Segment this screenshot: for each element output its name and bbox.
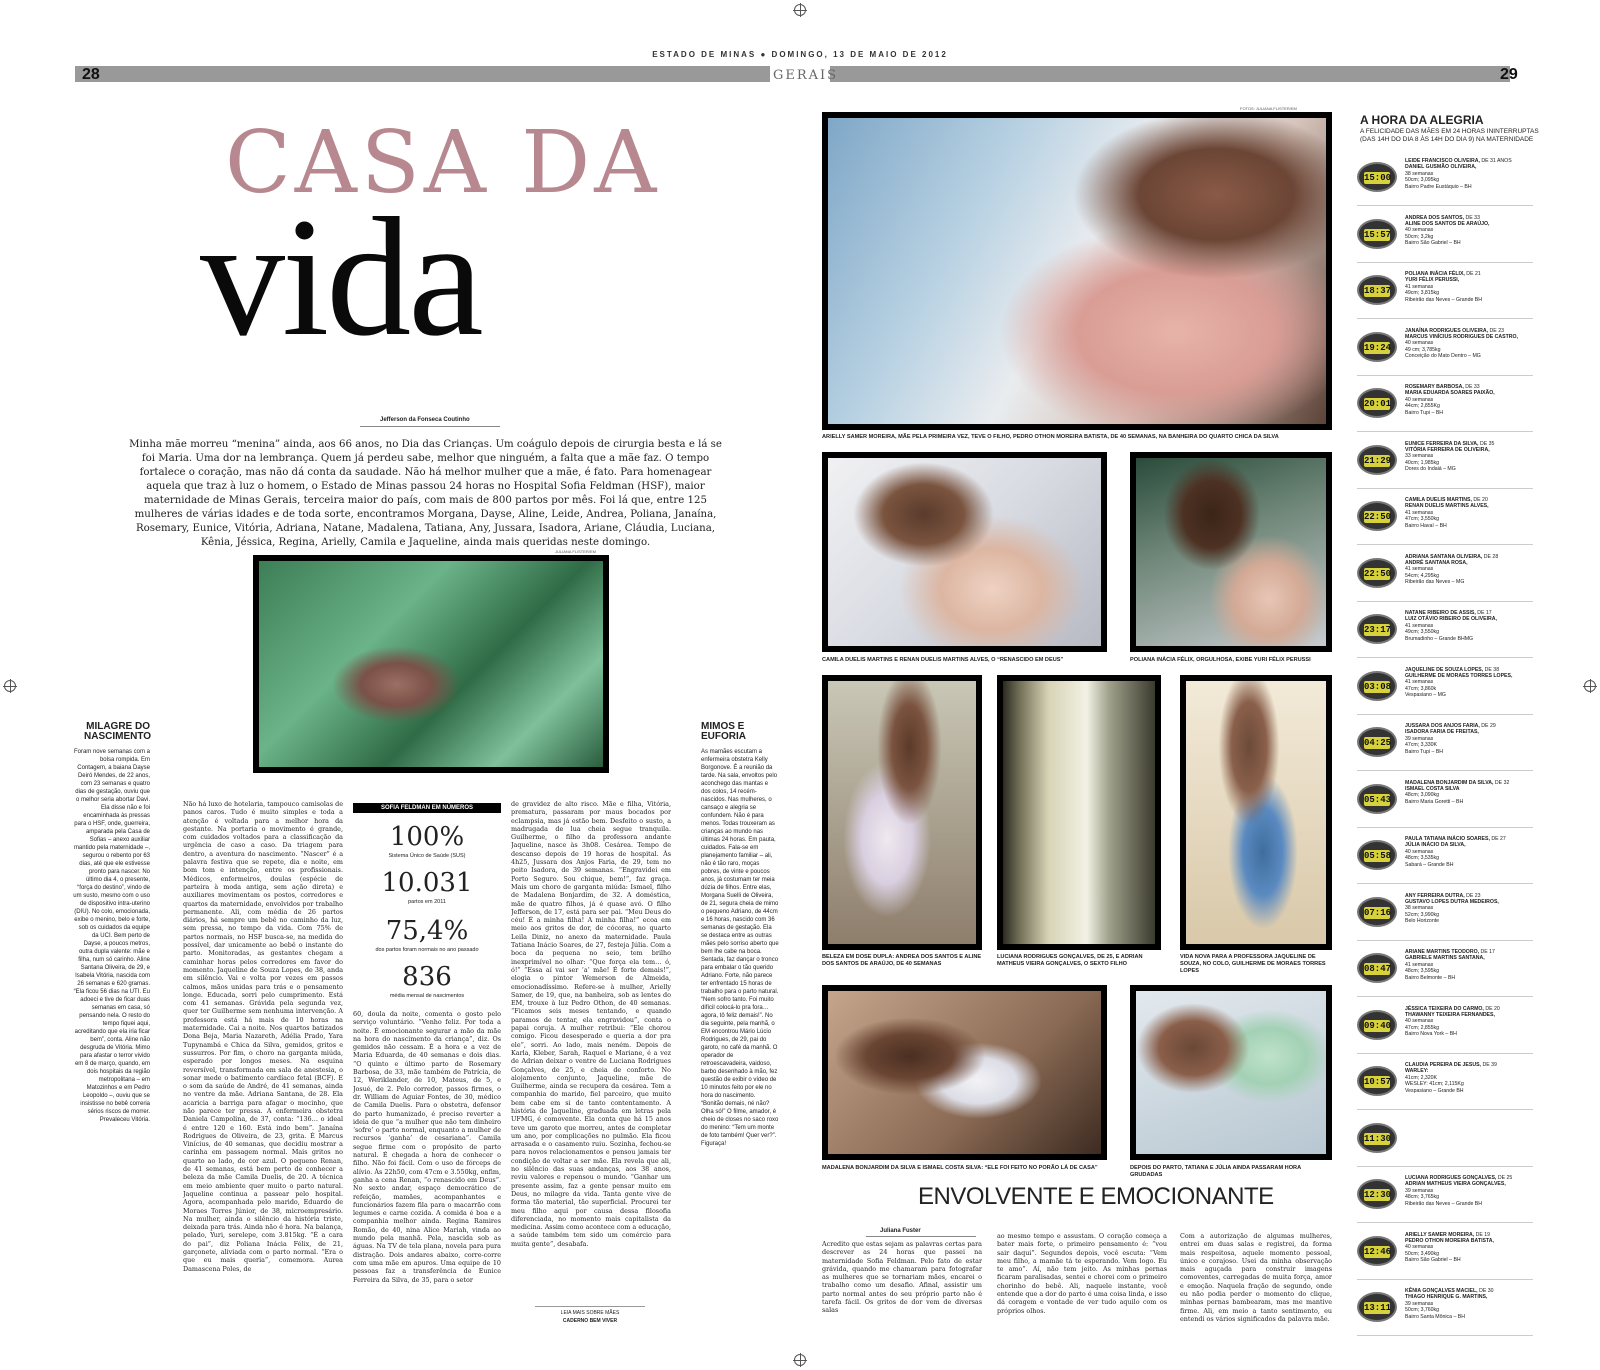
stat-value-4: 836 [402,962,452,992]
timeline-baby: DANIEL GUSMÃO OLIVEIRA, [1405,164,1477,171]
timeline-entry [1357,891,1533,941]
article-column-3: de gravidez de alto risco. Mãe e filha, Vitória, prematura, passaram por maus bocados por eclampsia, mas já estão bem. Desfeito o susto, a madrugada de lua cheia segue tranquila. Guilherme, o filho da professora andante Jaqueline, nasce às 3h08. Cesárea. Tempo de descanso depois de 19 horas de hospital. Às 4h25, Jussara dos Anjos Faria, de 29, tem no peito Isadora, de 39 semanas. “Engravidei em Porto Seguro. Sou chique, bem!”, faz graça. Mais um choro de garganta miúda: Ismael, filho de Madalena Bonjardim, de 32. A doméstica, mãe de quatro filhos, já é quase avó. O filho Jefferson, de 17, está para ser pai. “Meu Deus do céu! É a minha filha! A minha filha!” ecoa em meio aos gritos de dor, de cócoras, no quarto Leila Diniz, no anexo da maternidade. Paula Tatiana Inácio Soares, de 27, festeja Júlia. Com a boca da pequena no seio, tem brilho inexprimível no olhar: “Que força ela tem… ó, ó!” “Essa aí vai ser ‘a’ mãe! É forte demais!”, elogia o pintor Wemerson de Almeida, emocionadíssimo. Refere-se à mulher, Arielly Samer, de 19, que, na banheira, sob as lentes do EM, trouxe à luz Pedro Othon, de 40 semanas. “Ficamos seis meses tentando, e quando paramos de tentar, ela engravidou”, conta o papai coruja. A mulher retribui: “Ele chorou comigo. Ficou desesperado e queria a dor pra ele”, sorri. Ao lado, mais neném. Depois de Karla, Kleber, Sarah, Raquel e Mariane, é a vez de Adrian deixar o ventre de Luciana Rodrigues Gonçalves, de 25, e cheia de conforto. No alojamento conjunto, Jaqueline, mãe de Guilherme, ainda se recupera da cesárea. Tem a companhia do marido, fiel parceiro, que muito bem cabe em si de tanto contentamento. A história de Jaqueline, graduada em letras pela UFMG, é comovente. Ela conta que há 15 anos teve um garoto que morreu, antes de completar um ano, por complicações no pulmão. Ela ficou arrasada e o casamento ruiu. Sozinha, fechou-se para novos relacionamentos e pensou jamais ter condição de voltar a ser mãe. Ela revela que ali, no silêncio das suas andanças, aos 38 anos, reviu valores e repensou o mundo. “Ganhar um presente assim, faz a gente pensar muito em Deus, no milagre da vida. Tanta gente vive de forma tão material, tão superficial. Procurei ter meu filho aqui por causa dessa filosofia diferenciada, no momento mais capitalista da medicina. Assim como acontece com a educação, a saúde também tem sido um comércio para muita gente”, desabafa. [511,800,671,1248]
timeline-size: 47cm; 3,550kg [1405,516,1440,523]
timeline-entry [1357,439,1533,489]
timeline-mother: JÉSSICA TEIXEIRA DO CARMO, [1405,1005,1484,1012]
timeline-time: 12:46 [1364,1246,1392,1257]
timeline-age: DE 20 [1483,1005,1500,1012]
timeline-time: 08:47 [1364,964,1392,974]
caption-jaqueline: VIDA NOVA PARA A PROFESSORA JAQUELINE DE SOUZA, NO COLO, GUILHERME DE MORAES TORRES LOPES [1180,954,1326,974]
timeline-size: 54cm; 4,295kg [1405,572,1440,579]
clock-icon [1357,614,1397,644]
timeline-entry [1357,1004,1533,1054]
timeline-size: 50cm; 3,760kg [1405,1307,1440,1314]
timeline-baby: WARLEY: [1405,1068,1429,1075]
timeline-age: DE 27 [1489,836,1506,842]
timeline-entry [1357,552,1533,602]
stat-label-4: média mensal de nascimentos [389,993,465,999]
stats-box-title: SOFIA FELDMAN EM NÚMEROS [353,803,501,813]
clock-icon [1357,671,1397,701]
timeline-details [1405,836,1533,868]
timeline-mother: ARIANE MARTINS TEODORO, [1405,949,1480,955]
timeline-details [1405,497,1533,529]
timeline-age: DE 19 [1474,1231,1491,1238]
timeline-mother: ADRIANA SANTANA OLIVEIRA, [1405,553,1483,560]
timeline-details [1405,271,1533,303]
timeline-details [1405,1288,1533,1320]
timeline-time: 04:25 [1364,738,1392,748]
timeline-place: Bairro São Gabriel – BH [1405,240,1461,247]
timeline-size: 48cm; 3,090kg [1405,792,1440,799]
timeline-weeks: 41 semanas [1405,566,1434,573]
timeline-weeks: 40 semanas [1405,340,1434,347]
timeline-age: DE 17 [1475,610,1492,616]
timeline-place: Bairro Tupi – BH [1405,409,1444,416]
timeline-baby: VITÓRIA FERREIRA DE OLIVEIRA, [1405,446,1490,453]
timeline-place: Vespasiano – Grande BH [1405,1087,1464,1094]
timeline-entry [1357,326,1533,376]
photo-madalena-ismael [822,985,1107,1160]
essay-column-1: Acredito que estas sejam as palavras certas para descrever as 24 horas que passei na maternidade Sofia Feldman. Pelo fato de estar grávida, quando me chamaram para fotografar as mulheres que se tornariam mães, encarei o trabalho como um desafio. Afinal, assistir um parto normal antes do seu próprio parto não é tarefa fácil. Os gritos de dor vem de diversas salas [822,1240,982,1315]
timeline-weeks: 39 semanas [1405,1187,1434,1194]
clock-icon [1357,275,1397,305]
essay-column-3: Com a autorização de algumas mulheres, entrei em duas salas e registrei, da forma mais respeitosa, aquele momento pessoal, único e corajoso. Usei da minha observação mais aguçada para construir imagens comoventes, carregadas de muita força, amor e emoção. Naquela fração de segundo, onde eu não podia perder o momento do clique, minhas pernas bambearam, mas me mantive firme. Ali, em meio a tanto sentimento, eu entendi os vários significados da palavra mãe. [1180,1232,1332,1323]
timeline-mother: PAULA TATIANA INÁCIO SOARES, [1405,836,1490,842]
clock-icon [1357,219,1397,249]
timeline-details [1405,949,1533,981]
caption-camila: CAMILA DUELIS MARTINS E RENAN DUELIS MARTINS ALVES, O “RENASCIDO EM DEUS” [822,657,1064,663]
clock-icon [1357,953,1397,983]
timeline-details [1405,610,1533,642]
timeline-details [1405,384,1533,416]
page-bar-right [830,66,1510,82]
timeline-weeks: 39 semanas [1405,735,1434,742]
timeline-mother: JAQUELINE DE SOUZA LOPES, [1405,666,1484,673]
timeline-mother: EUNICE FERREIRA DA SILVA, [1405,440,1479,447]
timeline-weeks: 41 semanas [1405,679,1434,686]
registration-mark-left [4,680,16,692]
photo-baby-foot [253,555,609,773]
timeline-time: 05:58 [1364,851,1392,861]
timeline-age: DE 30 [1477,1288,1494,1294]
photographer-byline-rule [866,1236,976,1237]
timeline-baby: JÚLIA INÁCIO DA SILVA, [1405,842,1466,849]
timeline-size: WESLEY: 41cm; 2,115Kg [1405,1081,1464,1088]
timeline-age: DE 29 [1479,723,1496,729]
timeline-place: Bairro Santa Mônica – BH [1405,1313,1465,1320]
timeline-entry [1357,382,1533,432]
timeline-baby: THAWANNY TEIXEIRA FERNANDES, [1405,1011,1495,1018]
timeline-place: Bairro São Gabriel – BH [1405,1257,1461,1264]
timeline-weeks: 41 semanas [1405,509,1434,516]
timeline-mother: KÊNIA GONÇALVES MACIEL, [1405,1288,1478,1294]
timeline-baby: RENAN DUELIS MARTINS ALVES, [1405,503,1489,510]
timeline-place: Bairro Havaí – BH [1405,522,1447,529]
timeline-time: 03:08 [1364,681,1392,692]
leia-mais-line2: CADERNO BEM VIVER [562,1318,618,1324]
timeline-details [1405,1006,1533,1038]
caption-luciana: LUCIANA RODRIGUES GONÇALVES, DE 25, E ADRIAN MATHEUS VIEIRA GONÇALVES, O SEXTO FILHO [997,954,1143,967]
timeline-entry [1357,778,1533,828]
timeline-place: Conceição do Mato Dentro – MG [1405,353,1481,360]
timeline-size: 47cm; 3,860k [1405,685,1437,692]
clock-icon [1357,1236,1397,1266]
timeline-place: Sabará – Grande BH [1405,861,1454,868]
photo-credit-foot: JULIANA FLISTER/EM [555,549,596,554]
timeline-baby: LUIZ OTÁVIO RIBEIRO DE OLIVEIRA, [1405,616,1497,623]
clock-icon [1357,1179,1397,1209]
timeline-baby: GABRIELE MARTINS SANTANA, [1405,955,1485,962]
timeline-time: 20:01 [1364,399,1392,409]
timeline-age: DE 25 [1496,1175,1513,1181]
clock-icon [1357,501,1397,531]
sidebar-left-text: Foram nove semanas com a bolsa rompida. Em Contagem, a baiana Dayse Deiró Mendes, de 22 anos, com 23 semanas e quatro dias de gestação, ouviu que o melhor seria abortar Davi. Ela disse não e foi encaminhada às pressas para o HSF, onde, guerreira, amparada pela Casa de Sofias – anexo auxiliar mantido pela maternidade –, segurou o rebento por 63 dias, até que ele estivesse pronto para nascer. No último dia 4, o presente, “força do destino”, vindo de um susto, mesmo com o uso de dispositivo intra-uterino (DIU). No colo, emocionada, exibe o menino, belo e forte, sob os cuidados da equipe da UCI. Bem perto de Dayse, a poucos metros, outra dupla valente: mãe e filha, num só carinho. Aline Santana Oliveira, de 29, e Isabela Vitória, nascida com 26 semanas e 620 gramas. “Ela ficou 56 dias na UTI. Eu adoeci e tive de ficar duas semanas em casa, só pensando nela. O resto do tempo fiquei aqui, acreditando que ela iria ficar bem”, conta. Aline não desgruda de Vitória. Mimo para afastar o terror vivido em 8 de março, quando, em dois hospitais da região metropolitana – em Matozinhos e em Pedro Leopoldo –, ouviu que se insistisse no bebê correria sérios riscos de morrer. Prevaleceu Vitória. [73,749,150,1123]
sidebar-left-title: MILAGRE DO NASCIMENTO [84,721,152,742]
leia-mais-line1: LEIA MAIS SOBRE MÃES [560,1310,620,1316]
timeline-mother: MADALENA BONJARDIM DA SILVA, [1405,779,1494,786]
timeline-size: 50cm; 3,095kg [1405,177,1440,184]
timeline-age: DE 20 [1471,497,1488,503]
byline-rule [360,426,500,427]
stat-label-2: partos em 2011 [408,899,446,905]
clock-icon [1357,1066,1397,1096]
timeline-weeks: 39 semanas [1405,1300,1434,1307]
timeline-baby: ALINE DOS SANTOS DE ARAÚJO, [1405,220,1490,227]
caption-madalena: MADALENA BONJARDIM DA SILVA E ISMAEL COSTA SILVA: “ELE FOI FEITO NO PORÃO LÁ DE CASA” [822,1165,1098,1171]
timeline-time: 19:24 [1364,342,1392,353]
stat-value-1: 100% [389,822,465,852]
page-bar-left [75,66,770,82]
article-column-2: 60, doula da noite, comenta o gosto pelo serviço voluntário. “Venho feliz. Por toda a noite. É emocionante segurar a mão da mãe na hora do nascimento da criança”, diz. Os gemidos não cessam. É a hora e a vez de Maria Eduarda, de 40 semanas e dois dias. “O quinto e último parto de Rosemary Barbosa, de 33, mãe também de Patrícia, de 12, Weriklander, de 10, Mateus, de 5, e Josué, de 2. Pelo corredor, passos firmes, o dr. William de Aguiar Fontes, de 30, médico de Camila Duelis. Para o obstetra, defensor do parto humanizado, é preciso reverter a ideia de que “a mulher que não tem dinheiro ‘sofre’ o parto normal, enquanto a mulher de recursos ‘ganha’ de cesariana”. Camila segue firme com o propósito de parto natural. É chegada a hora de conhecer o filho. Não foi fácil. Com o uso de fórceps de alívio. Às 22h50, com 47cm e 3.550kg, enfim, ganha a cena Renan, “o renascido em Deus”. No sexto andar, espaço democrático de refeição, mamães, acompanhantes e funcionários fazem fila para o macarrão com legumes e carne cozida. A comida é boa e a companhia melhor ainda. Regina Ramires Romão, de 40, nina Alice Mariah, vinda ao mundo pela manhã. Pela, nascida sob as águas. Na TV de tela plana, novela para pura distração. Dois andares abaixo, corre-corre com uma mãe em apuros. Uma equipe de 10 pessoas faz a transferência de Eunice Ferreira da Silva, de 35, para o setor [353,1010,501,1284]
timeline-time: 09:40 [1364,1020,1392,1031]
timeline-weeks: 40 semanas [1405,848,1434,855]
timeline-details [1405,158,1533,190]
timeline-weeks: 41 semanas [1405,961,1434,968]
clock-icon [1357,840,1397,870]
timeline-weeks: 38 semanas [1405,170,1434,177]
timeline-baby: MARCUS VINÍCIUS RODRIGUES DE CASTRO, [1405,333,1518,340]
timeline-details [1405,1062,1533,1094]
stat-value-2: 10.031 [381,868,473,898]
photo-camila-renan [822,452,1107,652]
timeline-mother: ANY FERREIRA DUTRA, [1405,892,1465,899]
timeline-mother: LUCIANA RODRIGUES GONÇALVES, [1405,1175,1497,1181]
timeline-place: Vespasiano – MG [1405,692,1446,699]
leia-mais-rule [535,1306,645,1307]
timeline-size: 48cm; 3,765kg [1405,1194,1440,1201]
timeline-baby: ISADORA FARIA DE FREITAS, [1405,729,1479,736]
headline-line1: CASA DA [225,113,661,213]
timeline-weeks: 40 semanas [1405,227,1434,234]
timeline-age: DE 31 ANOS [1479,158,1512,164]
timeline-baby: PEDRO OTHON MOREIRA BATISTA, [1405,1237,1494,1244]
timeline-age: DE 39 [1481,1062,1497,1068]
intro-paragraph: Minha mãe morreu “menina” ainda, aos 66 anos, no Dia das Crianças. Um coágulo depois de cirurgia besta e lá se foi Maria. Uma dor na lembrança. Quem já perdeu sabe, melhor que ninguém, a falta que a mãe faz. O tempo fortalece o coração, mas não dá conta da saudade. Não há melhor mulher que a mãe, é fato. Para homenagear aquela que traz à luz o homem, o Estado de Minas passou 24 horas no Hospital Sofia Feldman (HSF), maior maternidade de Minas Gerais, terceira maior do país, com mais de 800 partos por mês. Foi lá que, entre 125 mulheres de várias idades e de toda sorte, encontramos Morgana, Dayse, Aline, Leide, Andrea, Poliana, Janaína, Rosemary, Eunice, Vitória, Adriana, Natane, Madalena, Tatiana, Any, Jussara, Isadora, Ariane, Cláudia, Luciana, Kênia, Jéssica, Regina, Arielly, Camila e Jaqueline, ainda mais queridas neste domingo. [129,439,722,548]
timeline-weeks: 40 semanas [1405,1018,1434,1025]
timeline-details [1405,215,1533,247]
photo-poliana-yuri [1130,452,1332,652]
timeline-weeks: 38 semanas [1405,905,1434,912]
timeline-entry [1357,156,1533,206]
stat-label-1: Sistema Único de Saúde (SUS) [388,853,466,859]
timeline-age: DE 32 [1493,779,1510,786]
clock-icon [1357,1123,1397,1153]
photo-jaqueline-guilherme [1180,675,1332,950]
byline: Jefferson da Fonseca Coutinho [380,417,470,423]
timeline-details [1405,554,1533,586]
photo-luciana-adrian [997,675,1161,950]
timeline-details [1405,441,1533,473]
timeline-age: DE 33 [1464,214,1480,221]
clock-icon [1357,388,1397,418]
timeline-size: 40cm; 1,985kg [1405,459,1440,466]
timeline-entry [1357,665,1533,715]
timeline-size: 47cm; 3,330K [1405,742,1438,749]
headline-line2: vida [200,183,481,371]
timeline-details [1405,893,1533,925]
timeline-mother: ARIELLY SAMER MOREIRA, [1405,1231,1475,1238]
timeline-baby: ADRIAN MATHEUS VIEIRA GONÇALVES, [1405,1181,1506,1188]
timeline-entry [1357,721,1533,771]
timeline-time: 18:37 [1364,286,1392,296]
masthead: ESTADO DE MINAS ● DOMINGO, 13 DE MAIO DE 2012 [652,50,948,59]
clock-icon [1357,897,1397,927]
timeline-baby: GUSTAVO LOPES DUTRA MEDEIROS, [1405,898,1499,905]
timeline-time: 10:57 [1364,1077,1392,1087]
timeline-mother: NATANE RIBEIRO DE ASSIS, [1405,610,1476,616]
timeline-size: 48cm; 3,595kg [1405,968,1440,975]
timeline-entry [1357,213,1533,263]
timeline-time: 23:17 [1364,625,1392,635]
photographer-essay-title: ENVOLVENTE E EMOCIONANTE [918,1183,1274,1210]
registration-mark-bottom [794,1354,806,1366]
page-number-left: 28 [82,66,100,83]
stat-value-3: 75,4% [385,916,469,946]
photographer-byline: Juliana Fuster [880,1228,921,1234]
timeline-mother: JUSSARA DOS ANJOS FARIA, [1405,723,1480,729]
clock-icon [1357,445,1397,475]
timeline-age: DE 28 [1482,553,1499,560]
timeline-place: Bairro Maria Goretti – BH [1405,798,1464,805]
timeline-weeks: 40 semanas [1405,1244,1434,1251]
timeline-details [1405,1232,1533,1264]
section-label: GERAIS [773,68,839,83]
timeline-age: DE 21 [1464,271,1481,277]
clock-icon [1357,1292,1397,1322]
clock-icon [1357,558,1397,588]
timeline-time: 22:50 [1364,568,1392,579]
timeline-time: 15:00 [1364,173,1392,183]
caption-poliana: POLIANA INÁCIA FÉLIX, ORGULHOSA, EXIBE YURI FÉLIX PERUSSI [1130,657,1311,663]
timeline-weeks: 41 semanas [1405,283,1434,290]
timeline-details [1405,667,1533,699]
timeline-place: Bairro Padre Eustáquio – BH [1405,183,1472,190]
timeline-time: 22:50 [1364,512,1392,522]
timeline-size: 49 cm; 3,785kg [1405,346,1441,353]
sidebar-mid-title: MIMOS E EUFORIA [701,721,746,742]
timeline-time: 11:30 [1364,1133,1392,1144]
timeline-size: 44cm; 2,855Kg [1405,403,1440,410]
clock-icon [1357,784,1397,814]
timeline-place: Belo Horizonte [1405,918,1440,925]
timeline-entry [1357,1230,1533,1280]
timeline-age: DE 23 [1464,892,1481,899]
timeline-mother: CAMILA DUELIS MARTINS, [1405,497,1472,503]
caption-tatiana: DEPOIS DO PARTO, TATIANA E JÚLIA AINDA PASSARAM HORA GRUDADAS [1130,1165,1301,1178]
clock-icon [1357,162,1397,192]
timeline-size: 50cm; 3,2kg [1405,233,1434,240]
timeline-subtitle: A FELICIDADE DAS MÃES EM 24 HORAS ININTERRUPTAS (DAS 14H DO DIA 8 ÀS 14H DO DIA 9) NA MATERNIDADE [1360,128,1539,143]
timeline-place: Bairro Tupi – BH [1405,748,1444,755]
clock-icon [1357,727,1397,757]
clock-icon [1357,1010,1397,1040]
timeline-entry [1357,947,1533,997]
timeline-time: 15:57 [1364,229,1392,240]
timeline-mother: ROSEMARY BARBOSA, [1405,384,1464,390]
timeline-baby: THIAGO HENRIQUE G. MARTINS, [1405,1294,1488,1301]
timeline-baby: ANDRÉ SANTANA ROSA, [1405,559,1468,566]
timeline-weeks: 41cm; 2,320K [1405,1074,1438,1081]
timeline-entry [1357,1286,1533,1336]
timeline-size: 50cm; 3,490kg [1405,1250,1440,1257]
timeline-weeks: 40 semanas [1405,396,1434,403]
timeline-size: 47cm; 2,855kg [1405,1024,1440,1031]
timeline-place: Bairro Nova York – BH [1405,1031,1457,1038]
timeline-time: 05:43 [1364,794,1392,805]
timeline-entry [1357,269,1533,319]
timeline-age: DE 17 [1479,949,1495,955]
timeline-details [1405,723,1533,755]
photo-andrea-aline [822,675,982,950]
timeline-baby: GUILHERME DE MORAES TORRES LOPES, [1405,672,1513,679]
timeline-entry [1357,1060,1533,1110]
photo-credit-main: FOTOS: JULIANA FLISTER/EM [1240,106,1297,111]
timeline-age: DE 38 [1483,666,1500,673]
timeline-age: DE 23 [1488,327,1504,334]
timeline-entry [1357,834,1533,884]
timeline-place: Ribeirão das Neves – MG [1405,579,1465,586]
timeline-size: 49cm; 3,550kg [1405,629,1440,636]
timeline-weeks: 41 semanas [1405,622,1434,629]
timeline-mother: LEIDE FRANCISCO OLIVEIRA, [1405,158,1480,164]
timeline-size: 48cm; 3,535kg [1405,855,1440,862]
essay-column-2: ao mesmo tempo e assustam. O coração começa a bater mais forte, o primeiro pensamento é: “vou sair daqui”. Segundos depois, você escuta: “Vem meu filho, a mamãe tá te esperando. Vem logo. Eu te amo”. Aí, não tem jeito. As minhas pernas ficaram paralisadas, sentei e chorei com o primeiro chorinho do bebê. Ali, naquele instante, você entende que a dor do parto é uma coisa linda, e isso dá coragem e vontade de ver tudo aquilo com os próprios olhos. [997,1232,1167,1315]
stat-label-3: dos partos foram normais no ano passado [375,947,479,953]
timeline-place: Ribeirão das Neves – Grande BH [1405,1200,1482,1207]
timeline-time: 07:16 [1364,907,1392,918]
clock-icon [1357,332,1397,362]
timeline-details [1405,328,1533,360]
timeline-place: Brumadinho – Grande BHMG [1405,635,1474,642]
timeline-mother: JANAÍNA RODRIGUES OLIVEIRA, [1405,327,1489,334]
timeline-time: 13:11 [1364,1303,1392,1313]
timeline-age: DE 35 [1478,440,1495,447]
article-column-1: Não há luxo de hotelaria, tampouco camisolas de panos caros. Tudo é muito simples e toda a atenção é voltada para a melhor hora da gestante. Na portaria o movimento é grande, com cuidados voltados para a classificação da urgência de caso a caso. Da triagem para dentro, a aventura do nascimento. “Nascer” é a palavra festiva que se repete, dia e noite, em bom tom e intenção, entre os profissionais. Médicos, enfermeiros, doulas (espécie de parteira à moda antiga, sem ação direta) e auxiliares movimentam os postos, corredores e quartos da maternidade, envolvidos por trabalho permanente. Ali, com média de 26 partos diários, há sempre um bebê no caminho da luz, sem pressa, no tempo da vida. Com 75% de partos normais, no HSF busca-se, na medida do possível, dar unicamente ao bebê o instante do parto. Monitoradas, as gestantes chegam a caminhar horas pelos corredores em favor do momento. Jaqueline de Souza Lopes, de 38, anda em silêncio. Vai e volta por vezes em passos calmos, mãos unidas para trás e o pensamento longe. Educada, sorri pelo cumprimento. Está com 41 semanas. Grávida pela segunda vez, quer ter Guilherme sem nenhuma intervenção. A professora está há mais de 10 horas na maternidade. Cai a noite. Nos quartos batizados Dona Beja, Maria Nazareth, Adélia Prado, Yara Tupynambá e Chica da Silva, gemidos, gritos e sussurros. Por fim, o choro na garganta miúda, esperado por longos meses. Na esquina reversível, transformada em sala de anestesia, o sonar mede o batimento cardíaco fetal (BCF). E o som da saúde de André, de 41 semanas, ainda no ventre da mãe. Adriana Santana, de 28. Ela acaricia a barriga para afagar o mocinho, que não parece ter pressa. A enfermeira obstetra Daniela Campolina, de 37, conta: “136… o ideal é entre 120 e 160. Está indo bem”. Janaína Rodrigues de Oliveira, de 23, grita. É Marcus Vinícius, de 40 semanas, que decidiu mostrar a carinha em passagem normal. Mais gritos no quarto ao lado, de cor azul. O pequeno Renan, de 41 semanas, está bem perto de conhecer a beleza da mãe Camila Duelis, de 20. A técnica em meio ambiente quer muito o parto natural. Jaqueline continua a passear pelo hospital. Agora, acompanhada pelo marido, Eduardo de Moraes Torres Júnior, de 38, microempresário. Na mulher, ainda o silêncio da história triste, deixada para trás. Ainda não é hora. Na balança, pelado, Yuri, serelepe, com 3.815kg. “É a cara do pai”, diz Poliana Inácia Félix, de 21, garçonete, aliviada com o parto normal. “Era o que eu mais queria”, comemora. Aurea Damascena Poles, de [183,800,343,1273]
photo-tatiana-julia [1130,985,1332,1160]
registration-mark-top [794,4,806,16]
sidebar-mid-text: As mamães escutam a enfermeira obstetra Kelly Borgonove. É a reunião da tarde. Na sala, envoltos pelo aconchego das mantas e dos colos, 14 recém-nascidos. Nas mulheres, o cansaço e alegria se confundem. Não é para menos. Todas trouxeram as crianças ao mundo nas últimas 24 horas. Em pauta, cuidados. Fala-se em planejamento familiar – ali, não é tão raro, moças pobres, de vinte e poucos anos, já costumam ter meia dúzia de filhos. Entre elas, Morgana Suelli de Oliveira, de 21, segura cheia de mimo o pequeno Adriano, de 44cm e 16 horas, nascido com 36 semanas de gestação. Ela se destaca entre as outras mães pelo sorriso aberto que bem lhe cabe na boca. Sentada, faz dançar o tronco para embalar o tão querido Adriano. Forte, não parece ter enfrentado 15 horas de trabalho para o parto natural. “Nem sofro tanto. Foi muito difícil colocá-lo pra fora… agora, tô feliz demais!”. No dia seguinte, pela manhã, o EM encontrou Mário Lúcio Rodrigues, de 29, pai do garoto, no café da manhã. O operador de retroescavadeira, vaidoso, barbo desenhado à mão, fez questão de exibir o vídeo de 10 minutos feito por ele no hora do nascimento. “Bonitão demais, né não? Olha só!” O filme, amador, é cheio de closes no saco roxo do menino: “Tem um monte de foto também! Quer ver?”. Figuraça! [701,749,779,1147]
timeline-details [1405,780,1533,806]
page-number-right: 29 [1500,66,1518,83]
timeline-time: 12:30 [1364,1190,1392,1200]
timeline-time: 21:29 [1364,455,1392,466]
photo-arielly-birth [822,112,1332,430]
timeline-entry [1357,608,1533,658]
timeline-mother: ANDREA DOS SANTOS, [1405,214,1465,221]
timeline-size: 49cm; 3,815kg [1405,290,1440,297]
timeline-entry [1357,495,1533,545]
timeline-baby: YURI FÉLIX PERUSSI, [1405,277,1460,284]
timeline-weeks: 33 semanas [1405,453,1434,460]
timeline-details [1405,1175,1533,1207]
timeline-place: Ribeirão das Neves – Grande BH [1405,296,1482,303]
timeline-baby: ISMAEL COSTA SILVA [1405,785,1460,792]
caption-beleza: BELEZA EM DOSE DUPLA: ANDREA DOS SANTOS E ALINE DOS SANTOS DE ARAÚJO, DE 40 SEMANAS [822,954,982,967]
timeline-baby: MARIA EDUARDA SOARES PAIXÃO, [1405,390,1495,397]
timeline-mother: POLIANA INÁCIA FÉLIX, [1405,271,1465,277]
registration-mark-right [1584,680,1596,692]
timeline-entry [1357,1173,1533,1223]
timeline-title: A HORA DA ALEGRIA [1360,113,1484,127]
timeline-mother: CLAUDIA PEREIRA DE JESUS, [1405,1062,1481,1068]
timeline-size: 52cm; 3,990kg [1405,911,1440,918]
timeline-place: Dores do Indaiá – MG [1405,466,1456,473]
timeline-place: Bairro Belmonte – BH [1405,974,1456,981]
caption-main: ARIELLY SAMER MOREIRA, MÃE PELA PRIMEIRA VEZ, TEVE O FILHO, PEDRO OTHON MOREIRA BATISTA, DE 40 SEMANAS, NA BANHEIRA DO QUARTO CHICA DA SILVA [822,434,1279,440]
timeline-age: DE 33 [1463,384,1480,390]
timeline-entry [1357,1117,1533,1167]
